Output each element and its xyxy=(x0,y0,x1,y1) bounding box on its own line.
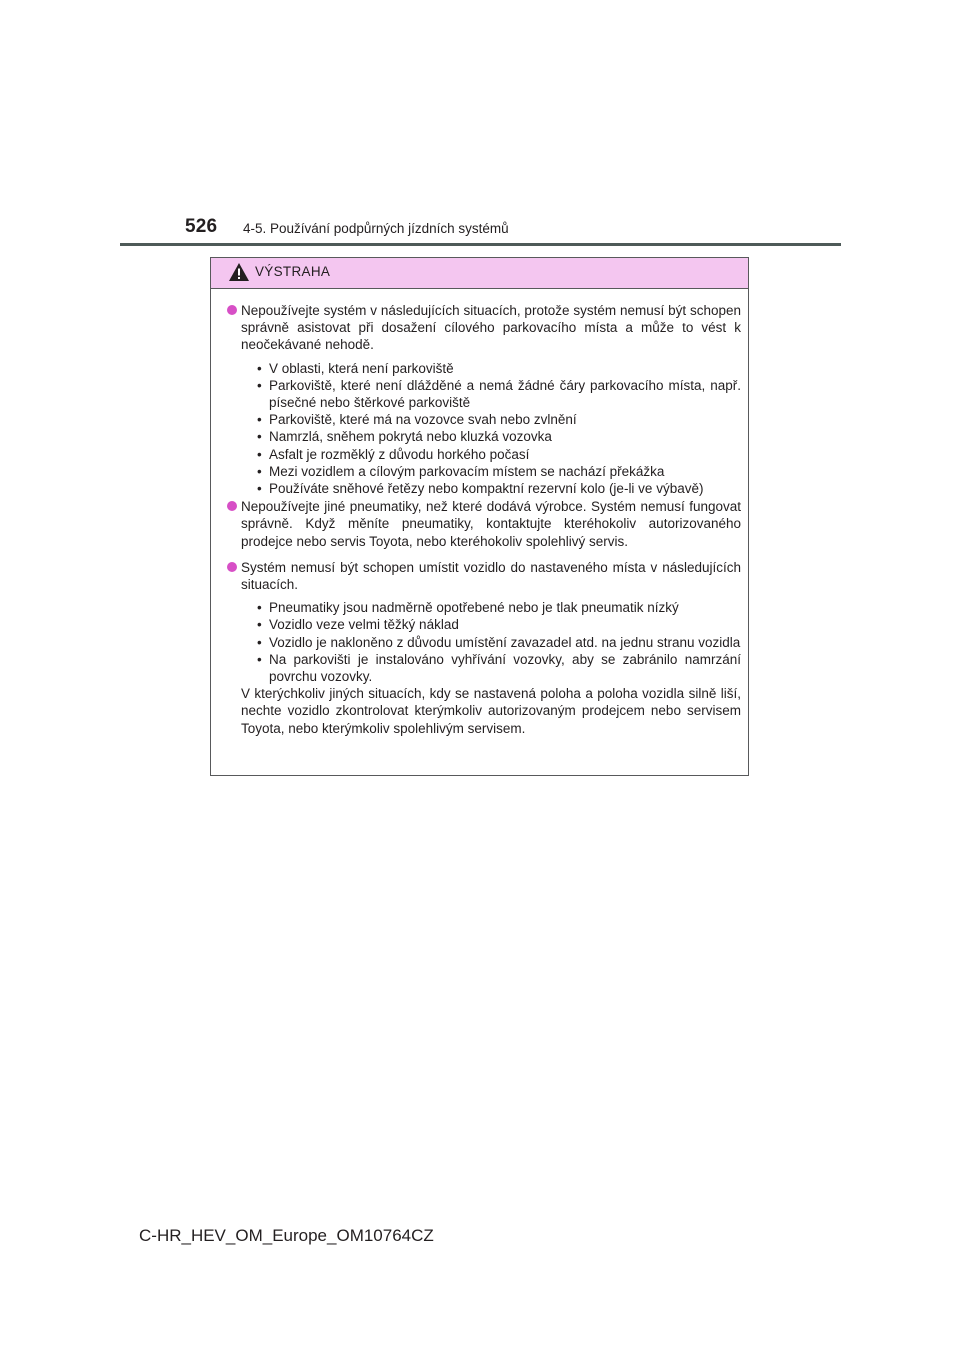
list-item: • Pneumatiky jsou nadměrně opotřebené nebo je tlak pneumatik nízký xyxy=(257,600,679,616)
section-title: 4-5. Používání podpůrných jízdních systémů xyxy=(243,221,509,236)
list-item: • Parkoviště, které není dlážděné a nemá žádné čáry parkovacího místa, např. písečné nebo štěrkové parkoviště xyxy=(257,377,741,411)
list-item: • Vozidlo je nakloněno z důvodu umístění zavazadel atd. na jednu stranu vozidla xyxy=(257,634,741,650)
list-item: • Parkoviště, které má na vozovce svah nebo zvlnění xyxy=(257,412,577,428)
situation-list xyxy=(241,599,741,685)
warning-point-1 xyxy=(227,302,741,497)
page-number: 526 xyxy=(185,216,218,237)
warning-point-2 xyxy=(227,498,741,550)
list-item: • Mezi vozidlem a cílovým parkovacím místem se nachází překážka xyxy=(257,463,665,479)
list-item: • Vozidlo veze velmi těžký náklad xyxy=(257,617,459,633)
bullet-dot-icon xyxy=(227,562,237,572)
document-code: C-HR_HEV_OM_Europe_OM10764CZ xyxy=(139,1226,434,1245)
bullet-dot-icon xyxy=(227,305,237,315)
bullet-dot-icon xyxy=(227,501,237,511)
warning-point-text: Systém nemusí být schopen umístit vozidlo do nastaveného místa v následujících situacích. xyxy=(241,559,741,593)
warning-box xyxy=(210,257,749,776)
list-item: • Používáte sněhové řetězy nebo kompaktní rezervní kolo (je-li ve výbavě) xyxy=(257,481,704,497)
warning-point-text: Nepoužívejte systém v následujících situacích, protože systém nemusí být schopen správně asistovat při dosažení cílového parkovacího místa a může to vést k neočekávané nehodě. xyxy=(241,303,741,353)
warning-label: VÝSTRAHA xyxy=(255,264,331,279)
warning-triangle-icon xyxy=(228,262,250,282)
situation-list xyxy=(241,360,741,498)
warning-note: V kterýchkoliv jiných situacích, kdy se nastavená poloha a poloha vozidla silně liší, nechte vozidlo zkontrolovat kterýmkoliv autorizovaným prodejcem nebo servisem Toyota, nebo kterýmkoliv spolehlivým servisem. xyxy=(241,686,741,736)
warning-header xyxy=(211,258,748,289)
list-item: • Na parkovišti je instalováno vyhřívání vozovky, aby se zabránilo namrzání povrchu vozovky. xyxy=(257,651,741,685)
warning-body xyxy=(211,289,748,737)
header-rule xyxy=(120,243,841,246)
list-item: • V oblasti, která není parkoviště xyxy=(257,360,454,376)
list-item: • Asfalt je rozměklý z důvodu horkého počasí xyxy=(257,446,530,462)
warning-point-3 xyxy=(227,559,741,737)
list-item: • Namrzlá, sněhem pokrytá nebo kluzká vozovka xyxy=(257,429,552,445)
warning-point-text: Nepoužívejte jiné pneumatiky, než které dodává výrobce. Systém nemusí fungovat správně. Když měníte pneumatiky, kontaktujte kteréhokoliv autorizovaného prodejce nebo servis Toyota, nebo kteréhokoliv spolehlivý servis. xyxy=(241,499,741,549)
